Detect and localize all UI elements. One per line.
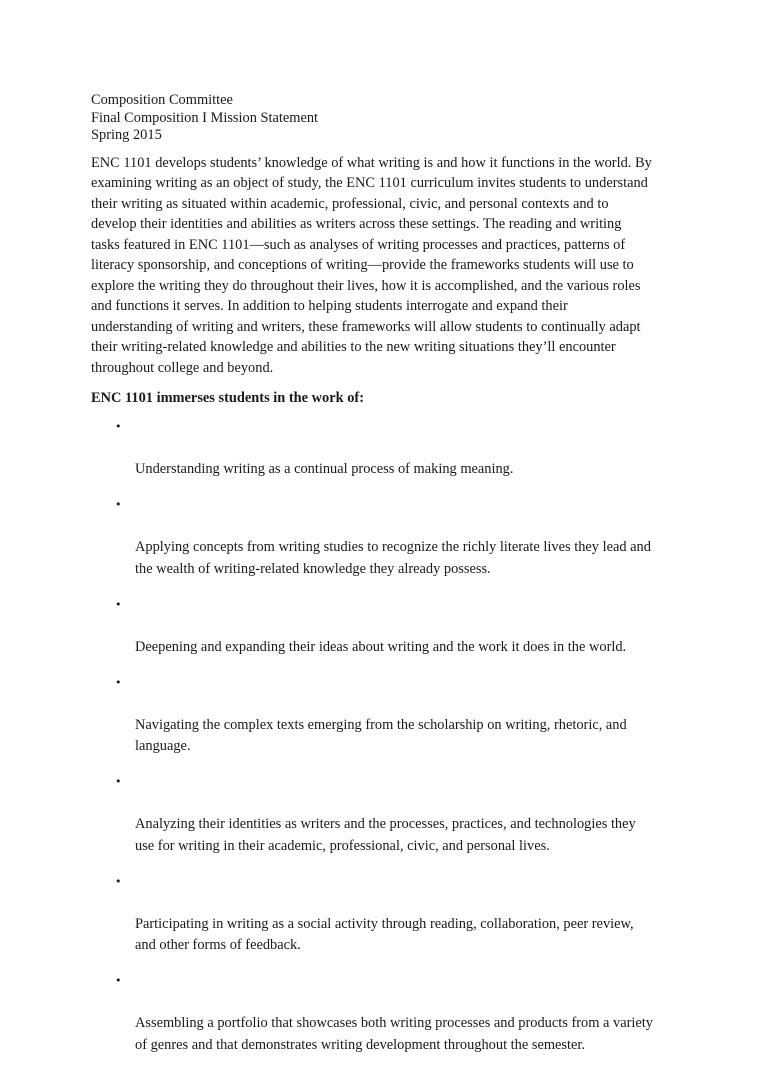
list-item <box>91 672 691 758</box>
list-item-text: Assembling a portfolio that showcases both writing processes and products from a variety of genres and that demonstrates writing development throughout the semester. <box>135 1015 653 1053</box>
list-item-text: Deepening and expanding their ideas about writing and the work it does in the world. <box>135 638 627 655</box>
list-item-text: Understanding writing as a continual process of making meaning. <box>135 461 514 477</box>
section-subheading: ENC 1101 immerses students in the work of: <box>91 390 365 406</box>
list-item-text: Participating in writing as a social activity through reading, collaboration, peer review, and other forms of feedback. <box>135 915 634 953</box>
document-term: Spring 2015 <box>91 127 162 143</box>
bullet-icon: • <box>115 675 122 689</box>
document-page <box>91 92 691 1070</box>
intro-paragraph: ENC 1101 develops students’ knowledge of what writing is and how it functions in the world. By examining writing as an object of study, the ENC 1101 curriculum invites students to understand their writing as situated within academic, professional, civic, and personal contexts and to develop their identities and abilities as writers across these settings. The reading and writing tasks featured in ENC 1101—such as analyses of writing processes and practices, patterns of literacy sponsorship, and conceptions of writing—provide the frameworks students will use to explore the writing they do throughout their lives, how it is accomplished, and the various roles and functions it serves. In addition to helping students interrogate and expand their understanding of writing and writers, these frameworks will allow students to continually adapt their writing-related knowledge and abilities to the new writing situations they’ll encounter throughout college and beyond. <box>91 154 652 376</box>
list-item <box>91 416 691 481</box>
document-header <box>91 92 691 145</box>
bullet-icon: • <box>115 420 122 433</box>
bullet-list <box>91 416 691 1056</box>
bullet-icon: • <box>115 597 122 611</box>
bullet-icon: • <box>115 874 122 888</box>
committee-name: Composition Committee <box>91 92 233 108</box>
list-item <box>91 594 691 659</box>
list-item <box>91 871 691 957</box>
bullet-icon: • <box>115 498 122 511</box>
bullet-icon: • <box>115 775 122 788</box>
list-item <box>91 771 691 857</box>
bullet-icon: • <box>115 974 122 987</box>
list-item-text: Navigating the complex texts emerging from the scholarship on writing, rhetoric, and language. <box>135 716 627 754</box>
list-item <box>91 970 691 1056</box>
list-item <box>91 494 691 580</box>
list-item-text: Applying concepts from writing studies to recognize the richly literate lives they lead and the wealth of writing-related knowledge they already possess. <box>135 539 651 577</box>
document-title: Final Composition I Mission Statement <box>91 109 319 126</box>
list-item-text: Analyzing their identities as writers and the processes, practices, and technologies they use for writing in their academic, professional, civic, and personal lives. <box>135 816 636 854</box>
